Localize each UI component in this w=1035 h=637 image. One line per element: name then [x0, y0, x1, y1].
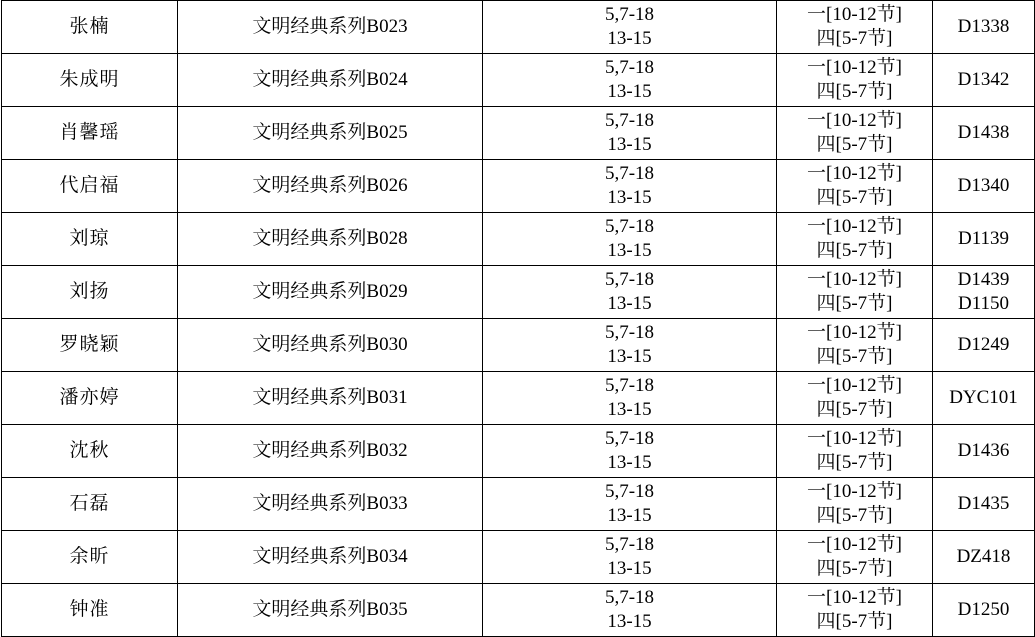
weeks-line-1: 5,7-18 [604, 268, 655, 290]
periods-line-1: 一[10-12节] [807, 374, 902, 396]
cell-weeks [483, 266, 777, 319]
periods-line-1: 一[10-12节] [807, 480, 902, 502]
cell-room [933, 213, 1035, 266]
periods-line-1: 一[10-12节] [807, 56, 902, 78]
weeks-line-2: 13-15 [607, 452, 652, 473]
periods-line-2: 四[5-7节] [816, 240, 893, 261]
table-row [2, 54, 1035, 107]
cell-room [933, 266, 1035, 319]
table-row [2, 107, 1035, 160]
cell-course-name: 文明经典系列B025 [178, 107, 483, 160]
cell-teacher-name: 朱成明 [2, 54, 178, 107]
cell-weeks [483, 54, 777, 107]
periods-line-1: 一[10-12节] [807, 109, 902, 131]
periods-line-2: 四[5-7节] [816, 346, 893, 367]
weeks-line-2: 13-15 [607, 346, 652, 367]
cell-periods [777, 425, 933, 478]
cell-weeks [483, 160, 777, 213]
cell-course-name: 文明经典系列B035 [178, 584, 483, 637]
table-row [2, 372, 1035, 425]
periods-line-2: 四[5-7节] [816, 28, 893, 49]
periods-line-2: 四[5-7节] [816, 293, 893, 314]
periods-line-2: 四[5-7节] [816, 505, 893, 526]
course-schedule-table [1, 0, 1035, 637]
weeks-line-1: 5,7-18 [604, 480, 655, 502]
cell-course-name: 文明经典系列B030 [178, 319, 483, 372]
periods-line-1: 一[10-12节] [807, 3, 902, 25]
cell-periods [777, 213, 933, 266]
table-row [2, 425, 1035, 478]
cell-weeks [483, 1, 777, 54]
cell-weeks [483, 319, 777, 372]
table-row [2, 266, 1035, 319]
cell-room [933, 531, 1035, 584]
cell-room [933, 584, 1035, 637]
cell-room [933, 160, 1035, 213]
room-line-1: D1250 [957, 598, 1010, 620]
cell-teacher-name: 刘琼 [2, 213, 178, 266]
table-row [2, 1, 1035, 54]
cell-periods [777, 107, 933, 160]
weeks-line-1: 5,7-18 [604, 109, 655, 131]
table-row [2, 584, 1035, 637]
cell-teacher-name: 刘扬 [2, 266, 178, 319]
cell-teacher-name: 肖馨瑶 [2, 107, 178, 160]
room-line-1: D1438 [957, 121, 1010, 143]
cell-course-name: 文明经典系列B034 [178, 531, 483, 584]
cell-teacher-name: 钟准 [2, 584, 178, 637]
cell-periods [777, 266, 933, 319]
cell-weeks [483, 584, 777, 637]
cell-periods [777, 319, 933, 372]
room-line-1: D1338 [957, 15, 1010, 37]
room-line-2: D1150 [957, 293, 1010, 314]
cell-course-name: 文明经典系列B024 [178, 54, 483, 107]
cell-teacher-name: 沈秋 [2, 425, 178, 478]
room-line-1: DZ418 [956, 545, 1011, 567]
periods-line-1: 一[10-12节] [807, 321, 902, 343]
cell-room [933, 319, 1035, 372]
cell-periods [777, 160, 933, 213]
cell-weeks [483, 213, 777, 266]
cell-weeks [483, 372, 777, 425]
periods-line-1: 一[10-12节] [807, 162, 902, 184]
cell-teacher-name: 余昕 [2, 531, 178, 584]
cell-weeks [483, 107, 777, 160]
weeks-line-1: 5,7-18 [604, 162, 655, 184]
cell-course-name: 文明经典系列B029 [178, 266, 483, 319]
weeks-line-2: 13-15 [607, 81, 652, 102]
cell-course-name: 文明经典系列B031 [178, 372, 483, 425]
cell-weeks [483, 531, 777, 584]
room-line-1: D1436 [957, 439, 1010, 461]
weeks-line-1: 5,7-18 [604, 533, 655, 555]
cell-course-name: 文明经典系列B023 [178, 1, 483, 54]
cell-room [933, 1, 1035, 54]
room-line-1: D1439 [957, 268, 1010, 290]
weeks-line-2: 13-15 [607, 187, 652, 208]
cell-teacher-name: 潘亦婷 [2, 372, 178, 425]
periods-line-2: 四[5-7节] [816, 187, 893, 208]
cell-weeks [483, 478, 777, 531]
cell-course-name: 文明经典系列B032 [178, 425, 483, 478]
periods-line-1: 一[10-12节] [807, 215, 902, 237]
cell-room [933, 372, 1035, 425]
room-line-1: D1342 [957, 68, 1010, 90]
cell-room [933, 478, 1035, 531]
cell-room [933, 425, 1035, 478]
weeks-line-1: 5,7-18 [604, 321, 655, 343]
room-line-1: D1249 [957, 333, 1010, 355]
weeks-line-2: 13-15 [607, 558, 652, 579]
weeks-line-2: 13-15 [607, 293, 652, 314]
cell-periods [777, 531, 933, 584]
table-body [2, 1, 1035, 637]
table-row [2, 160, 1035, 213]
cell-periods [777, 54, 933, 107]
cell-periods [777, 1, 933, 54]
weeks-line-2: 13-15 [607, 240, 652, 261]
table-row [2, 478, 1035, 531]
weeks-line-1: 5,7-18 [604, 374, 655, 396]
table-row [2, 213, 1035, 266]
weeks-line-2: 13-15 [607, 28, 652, 49]
cell-periods [777, 372, 933, 425]
cell-teacher-name: 代启福 [2, 160, 178, 213]
table-row [2, 319, 1035, 372]
room-line-1: D1340 [957, 174, 1010, 196]
periods-line-1: 一[10-12节] [807, 533, 902, 555]
periods-line-2: 四[5-7节] [816, 399, 893, 420]
room-line-1: D1435 [957, 492, 1010, 514]
cell-teacher-name: 张楠 [2, 1, 178, 54]
cell-periods [777, 478, 933, 531]
room-line-1: D1139 [957, 227, 1010, 249]
cell-course-name: 文明经典系列B033 [178, 478, 483, 531]
cell-course-name: 文明经典系列B026 [178, 160, 483, 213]
weeks-line-1: 5,7-18 [604, 427, 655, 449]
weeks-line-2: 13-15 [607, 505, 652, 526]
weeks-line-2: 13-15 [607, 611, 652, 632]
cell-teacher-name: 石磊 [2, 478, 178, 531]
weeks-line-1: 5,7-18 [604, 3, 655, 25]
periods-line-1: 一[10-12节] [807, 586, 902, 608]
cell-teacher-name: 罗晓颖 [2, 319, 178, 372]
weeks-line-2: 13-15 [607, 134, 652, 155]
room-line-1: DYC101 [949, 386, 1018, 408]
cell-room [933, 54, 1035, 107]
periods-line-2: 四[5-7节] [816, 134, 893, 155]
periods-line-2: 四[5-7节] [816, 452, 893, 473]
periods-line-1: 一[10-12节] [807, 427, 902, 449]
periods-line-1: 一[10-12节] [807, 268, 902, 290]
cell-room [933, 107, 1035, 160]
cell-periods [777, 584, 933, 637]
periods-line-2: 四[5-7节] [816, 611, 893, 632]
cell-course-name: 文明经典系列B028 [178, 213, 483, 266]
periods-line-2: 四[5-7节] [816, 558, 893, 579]
periods-line-2: 四[5-7节] [816, 81, 893, 102]
table-row [2, 531, 1035, 584]
weeks-line-2: 13-15 [607, 399, 652, 420]
weeks-line-1: 5,7-18 [604, 215, 655, 237]
weeks-line-1: 5,7-18 [604, 586, 655, 608]
weeks-line-1: 5,7-18 [604, 56, 655, 78]
cell-weeks [483, 425, 777, 478]
